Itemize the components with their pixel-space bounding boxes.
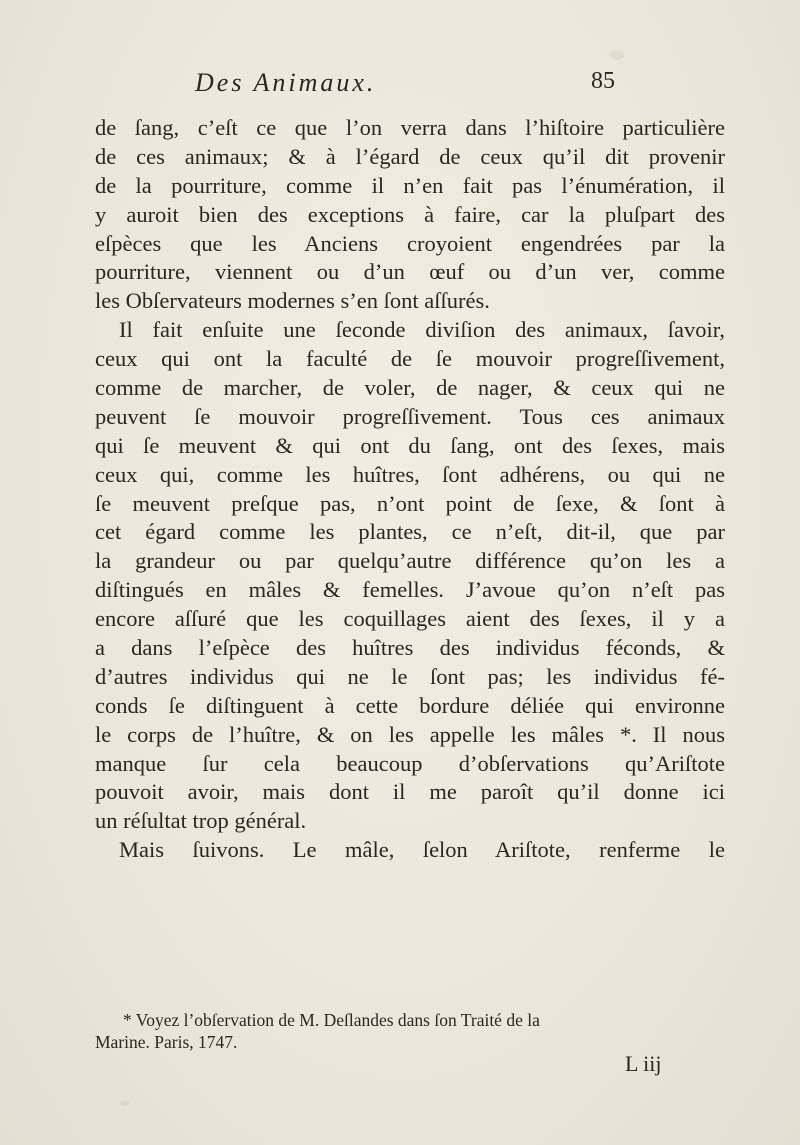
text-line: peuvent ſe mouvoir progreſſivement. Tous ces animaux: [95, 403, 725, 429]
text-line: pourriture, viennent ou d’un œuf ou d’un ver, comme: [95, 259, 725, 285]
text-line: eſpèces que les Anciens croyoient engendrées par la: [95, 230, 725, 256]
text-line: manque ſur cela beaucoup d’obſervations qu’Ariſtote: [95, 750, 725, 776]
text-line: comme de marcher, de voler, de nager, & ceux qui ne: [95, 375, 725, 401]
text-line: un réſultat trop général.: [95, 808, 307, 834]
page-number: 85: [591, 68, 615, 94]
text-line: y auroit bien des exceptions à faire, car la pluſpart des: [95, 201, 725, 227]
body-text: [95, 114, 725, 865]
text-line: cet égard comme les plantes, ce n’eſt, dit-il, que par: [95, 519, 725, 545]
text-line: qui ſe meuvent & qui ont du ſang, ont des ſexes, mais: [95, 432, 725, 458]
text-line: de la pourriture, comme il n’en fait pas l’énumération, il: [95, 172, 725, 198]
text-line: ceux qui, comme les huîtres, ſont adhérens, ou qui ne: [95, 461, 725, 487]
running-title: Des Animaux.: [195, 68, 377, 97]
paper-stain: [120, 1100, 130, 1106]
text-line: le corps de l’huître, & on les appelle les mâles *. Il nous: [95, 721, 725, 747]
text-line: diſtingués en mâles & femelles. J’avoue qu’on n’eſt pas: [95, 577, 725, 603]
footnote-line: Marine. Paris, 1747.: [95, 1032, 238, 1052]
text-line: Mais ſuivons. Le mâle, ſelon Ariſtote, renferme le: [119, 837, 725, 863]
text-line: de ſang, c’eſt ce que l’on verra dans l’hiſtoire particulière: [95, 115, 725, 140]
text-line: conds ſe diſtinguent à cette bordure déliée qui environne: [95, 692, 725, 718]
text-line: pouvoit avoir, mais dont il me paroît qu’il donne ici: [95, 779, 725, 805]
footnote: [95, 1009, 725, 1053]
text-line: de ces animaux; & à l’égard de ceux qu’il dit provenir: [95, 143, 725, 169]
text-line: encore aſſuré que les coquillages aient des ſexes, il y a: [95, 606, 725, 632]
signature-mark: L iij: [625, 1051, 662, 1076]
text-line: la grandeur ou par quelqu’autre différence qu’on les a: [95, 548, 725, 574]
text-line: les Obſervateurs modernes s’en ſont aſſurés.: [95, 288, 490, 314]
text-line: ceux qui ont la faculté de ſe mouvoir progreſſivement,: [95, 346, 725, 372]
paper-stain: [610, 50, 624, 60]
footnote-line: * Voyez l’obſervation de M. Deſlandes dans ſon Traité de la: [123, 1010, 540, 1030]
text-line: a dans l’eſpèce des huîtres des individus féconds, &: [95, 635, 725, 661]
page-header: [195, 68, 615, 108]
text-line: ſe meuvent preſque pas, n’ont point de ſexe, & ſont à: [95, 490, 725, 516]
text-line: d’autres individus qui ne le ſont pas; les individus fé-: [95, 663, 725, 689]
text-line: Il fait enſuite une ſeconde diviſion des animaux, ſavoir,: [119, 317, 725, 343]
